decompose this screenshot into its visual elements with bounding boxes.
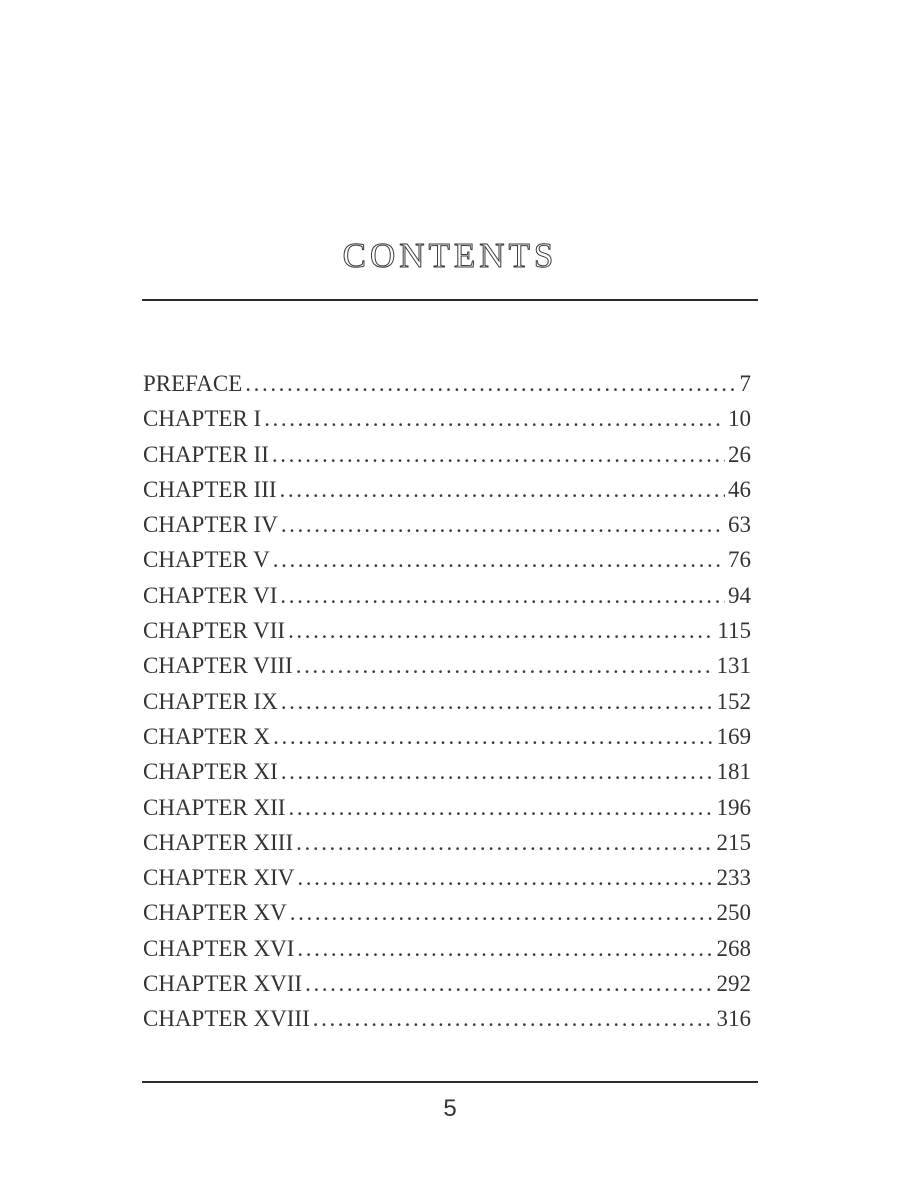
- dot-leader: [280, 578, 725, 613]
- toc-entry-page: 131: [716, 653, 751, 679]
- toc-entry-page: 7: [739, 371, 751, 396]
- toc-entry-label: CHAPTER I: [143, 406, 262, 432]
- dot-leader: [296, 825, 713, 860]
- toc-entry-page: 63: [728, 512, 751, 538]
- toc-entry-label: CHAPTER VII: [143, 618, 286, 644]
- toc-entry-page: 233: [716, 865, 751, 891]
- toc-entry-label: CHAPTER XVIII: [143, 1006, 310, 1032]
- dot-leader: [290, 895, 714, 930]
- toc-entry-page: 250: [716, 900, 751, 926]
- toc-entry-page: 115: [717, 618, 751, 644]
- toc-entry-page: 10: [728, 406, 751, 432]
- dot-leader: [281, 754, 714, 789]
- dot-leader: [297, 860, 713, 895]
- dot-leader: [272, 437, 725, 472]
- toc-entry-page: 316: [716, 1006, 751, 1032]
- toc-entry-chapter-5[interactable]: [143, 542, 751, 577]
- toc-entry-preface[interactable]: [143, 366, 751, 401]
- toc-entry-label: CHAPTER XI: [143, 759, 278, 785]
- toc-entry-chapter-16[interactable]: [143, 931, 751, 966]
- toc-entry-page: 76: [728, 547, 751, 573]
- toc-entry-chapter-12[interactable]: [143, 790, 751, 825]
- toc-entry-chapter-1[interactable]: [143, 401, 751, 436]
- toc-entry-label: CHAPTER XIII: [143, 829, 294, 855]
- toc-entry-chapter-14[interactable]: [143, 860, 751, 895]
- toc-entry-chapter-11[interactable]: [143, 754, 751, 789]
- toc-entry-label: PREFACE: [143, 371, 243, 396]
- toc-entry-chapter-13[interactable]: [143, 825, 751, 860]
- toc-entry-label: CHAPTER XII: [143, 794, 286, 820]
- toc-entry-chapter-2[interactable]: [143, 437, 751, 472]
- dot-leader: [297, 931, 713, 966]
- toc-entry-chapter-6[interactable]: [143, 578, 751, 613]
- toc-entry-page: 181: [716, 759, 751, 785]
- toc-entry-label: CHAPTER VIII: [143, 653, 293, 679]
- toc-entry-page: 152: [716, 688, 751, 714]
- page-number: 5: [443, 1095, 457, 1122]
- dot-leader: [280, 472, 725, 507]
- toc-entry-label: CHAPTER II: [143, 441, 269, 467]
- toc-entry-page: 268: [716, 935, 751, 961]
- bottom-divider: [142, 1081, 758, 1083]
- toc-entry-page: 169: [716, 723, 751, 749]
- dot-leader: [281, 684, 714, 719]
- toc-entry-chapter-3[interactable]: [143, 472, 751, 507]
- toc-entry-page: 196: [716, 794, 751, 820]
- toc-entry-page: 94: [728, 582, 751, 608]
- dot-leader: [245, 366, 736, 401]
- dot-leader: [305, 966, 713, 1001]
- dot-leader: [273, 542, 725, 577]
- toc-entry-label: CHAPTER V: [143, 547, 270, 573]
- page-title: CONTENTS: [342, 236, 558, 275]
- dot-leader: [273, 719, 713, 754]
- table-of-contents: [143, 366, 751, 1037]
- toc-entry-chapter-18[interactable]: [143, 1001, 751, 1036]
- toc-entry-chapter-4[interactable]: [143, 507, 751, 542]
- toc-entry-label: CHAPTER XVI: [143, 935, 295, 961]
- toc-entry-label: CHAPTER IX: [143, 688, 278, 714]
- toc-entry-chapter-9[interactable]: [143, 684, 751, 719]
- dot-leader: [264, 401, 725, 436]
- toc-entry-chapter-8[interactable]: [143, 648, 751, 683]
- toc-entry-label: CHAPTER XIV: [143, 865, 295, 891]
- toc-entry-label: CHAPTER X: [143, 723, 271, 749]
- toc-entry-label: CHAPTER IV: [143, 512, 278, 538]
- dot-leader: [313, 1001, 714, 1036]
- dot-leader: [288, 790, 713, 825]
- toc-entry-page: 26: [728, 441, 751, 467]
- toc-entry-label: CHAPTER III: [143, 476, 277, 502]
- toc-entry-page: 215: [716, 829, 751, 855]
- toc-entry-chapter-10[interactable]: [143, 719, 751, 754]
- toc-entry-chapter-7[interactable]: [143, 613, 751, 648]
- dot-leader: [296, 648, 714, 683]
- toc-entry-chapter-15[interactable]: [143, 895, 751, 930]
- dot-leader: [281, 507, 725, 542]
- toc-entry-page: 46: [728, 476, 751, 502]
- toc-entry-label: CHAPTER XV: [143, 900, 287, 926]
- toc-entry-label: CHAPTER VI: [143, 582, 278, 608]
- dot-leader: [288, 613, 714, 648]
- toc-entry-chapter-17[interactable]: [143, 966, 751, 1001]
- top-divider: [142, 299, 758, 301]
- toc-entry-page: 292: [716, 971, 751, 997]
- toc-entry-label: CHAPTER XVII: [143, 971, 303, 997]
